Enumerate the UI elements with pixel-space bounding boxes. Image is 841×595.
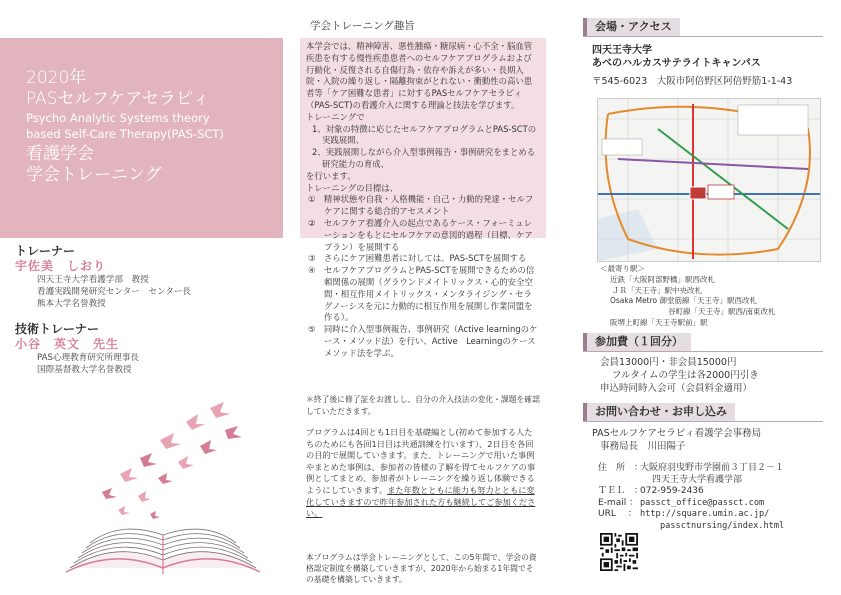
tel-row xyxy=(598,486,838,498)
trainer-name: 宇佐美 しおり xyxy=(15,259,107,273)
nearest-stations xyxy=(600,264,832,329)
objective-5: ⑤ 同時に介入型事例報告、事例研究（Active learningのケース・メソッド法）を行い、Active Learningのケースメソッド法を学ぶ。 xyxy=(308,324,538,358)
closing-text: 本プログラムは学会トレーニングとして、この5年間で、学会の資格認定制度を構築していきますが、2020年から始まる1年間でその基礎を構築していきます。 xyxy=(306,553,537,584)
fee-details xyxy=(600,356,825,395)
title-en-line2: based Self-Care Therapy(PAS-SCT) xyxy=(26,127,224,141)
title-main: PASセルフケアセラピィ xyxy=(26,89,210,109)
fee-header: 参加費（１回分） xyxy=(583,333,691,351)
address-row xyxy=(598,463,838,475)
book-birds-illustration xyxy=(60,400,270,585)
station-1: 近鉄「大阪阿部野橋」駅西改札 xyxy=(610,274,715,284)
email-link[interactable]: passct_office@passct.com xyxy=(640,497,765,508)
trainer-affiliation-2: 看護実践開発研究センター センター長 xyxy=(37,287,192,297)
nearest-label: ＜最寄り駅＞ xyxy=(600,264,645,273)
contact-org xyxy=(592,427,832,453)
purpose-title: 学会トレーニング趣旨 xyxy=(310,20,415,32)
training-label: トレーニングで xyxy=(306,111,365,122)
objective-4: ④ セルフケアプログラムとPAS-SCTを展開できるための信頼関係の展開（グラウンドメイトリックス・心的安全空間・相互作用メイトリックス・メンタライジング・セラグノーシスを元に力動的に相互作用を展開し作業同盟を作る）。 xyxy=(308,265,535,323)
objective-3: ③ さらにケア困難患者に対しては、PAS-SCTを展開する xyxy=(308,253,527,264)
address-line-1: 大阪府羽曳野市学園前３丁目２－１ xyxy=(640,463,785,473)
contact-details xyxy=(598,463,838,532)
email-row xyxy=(598,498,838,510)
url-link-1[interactable]: http://square.umin.ac.jp/ xyxy=(640,509,770,519)
fee-line-3: 申込時同時入会可（会員料金適用） xyxy=(600,383,753,394)
url-row xyxy=(598,509,838,521)
program-text: プログラムは4回とも1日目を基礎編とし(初めて参加する人たちのためにも各回1日目は共通訓練を行います）、2日目を各回の目的で展開していきます。また、トレーニングで用いた事例やまとめた事例は、参加者の皆様の了解を得てセルフケアの事例としてまとめ、参加者がトレーニングを繰り返し体験できるようにしていきます。 xyxy=(306,427,536,495)
title-year: 2020年 xyxy=(26,68,87,88)
tel-value: 072-959-2436 xyxy=(640,486,704,496)
address-line-2: 四天王寺大学看護学部 xyxy=(652,474,743,485)
venue-line-2: あべのハルカスサテライトキャンパス xyxy=(592,58,761,69)
email-label: E-mail ： xyxy=(598,497,639,508)
title-conference: 看護学会 xyxy=(26,144,94,164)
open-book-icon xyxy=(66,529,260,574)
url-link-2[interactable]: passctnursing/index.html xyxy=(660,520,785,531)
contact-divider xyxy=(583,421,823,422)
org-name: PASセルフケアセラピィ看護学会事務局 xyxy=(592,428,762,439)
purpose-body xyxy=(306,41,540,360)
goal-2: 2、実践展開しながら介入型事例報告・事例研究をまとめる研究能力の育成、 xyxy=(312,147,536,169)
contact-header: お問い合わせ・お申し込み xyxy=(583,403,735,421)
title-training: 学会トレーニング xyxy=(26,165,162,185)
station-2: ＪＲ「天王寺」駅中央改札 xyxy=(612,285,702,295)
fee-line-2: フルタイムの学生は各2000円引き xyxy=(612,370,759,381)
tech-trainer-label: 技術トレーナー xyxy=(15,322,100,336)
trainers-section xyxy=(15,244,285,376)
program-description xyxy=(306,427,540,520)
office-head: 事務局長 川田陽子 xyxy=(600,441,686,452)
birds-icon xyxy=(102,402,242,519)
objective-2: ② セルフケア看護介入の起点であるケース・フォーミュレーションをもとにセルフケアの意図的過程（目標、ケアプラン）を展開する xyxy=(308,217,533,252)
station-3: Osaka Metro 御堂筋線「天王寺」駅西改札 xyxy=(610,296,758,306)
goal-1: 1、対象の特徴に応じたセルフケアプログラムとPAS-SCTの実践展開、 xyxy=(312,123,537,146)
tech-trainer-name: 小谷 英文 先生 xyxy=(15,337,120,351)
title-en-line1: Psycho Analytic Systems theory xyxy=(26,111,210,125)
fee-divider xyxy=(583,351,823,352)
tech-trainer-affiliation-1: PAS心理教育研究所理事長 xyxy=(37,353,139,363)
access-header: 会場・アクセス xyxy=(583,18,680,36)
fee-line-1: 会員13000円・非会員15000円 xyxy=(600,357,737,368)
venue-address: 〒545-6023 大阪市阿倍野区阿倍野筋1-1-43 xyxy=(592,76,793,87)
completion-note: ＊終了後に修了証をお渡しし、自分の介入技法の変化・課題を確認していただきます。 xyxy=(306,395,540,416)
title-block xyxy=(26,68,286,186)
tech-trainer-affiliation-2: 国際基督教大学名誉教授 xyxy=(37,365,132,375)
trainer-label: トレーナー xyxy=(15,244,76,258)
station-4: 谷町線「天王寺」駅西/南東改札 xyxy=(668,307,776,317)
access-map xyxy=(597,98,821,262)
trainer-affiliation-3: 熊本大学名誉教授 xyxy=(37,299,106,309)
address-row-2 xyxy=(598,475,838,487)
map-icon xyxy=(598,99,820,261)
program-underlined-text: また年数とともに能力も努力とともに変化していきますので昨年参加された方も継続してご参加ください。 xyxy=(306,484,536,519)
goals-post: を行います。 xyxy=(306,170,356,181)
trainer-affiliation-1: 四天王寺大学看護学部 教授 xyxy=(37,275,149,285)
purpose-intro: 本学会では、精神障害、悪性腫瘍・糖尿病・心不全・脳血管疾患を有する慢性疾患患者へのセルフケアプログラムおよび行動化・反復される自傷行為・依存や訴えが多い・長期入院・入院の繰り返し・隔離拘束がとれない・衝動性の高い患者等「ケア困難な患者」に対するPASセルフケアセラピィ（PAS-SCT)の看護介入に関する理論と技法を学びます。 xyxy=(306,41,533,110)
access-divider xyxy=(583,36,823,37)
objectives-label: トレーニングの目標は、 xyxy=(306,182,398,193)
venue-line-1: 四天王寺大学 xyxy=(592,45,652,56)
qr-code-icon[interactable] xyxy=(600,533,638,571)
address-label: 住 所 ： xyxy=(598,463,644,473)
url-row-2 xyxy=(598,521,838,533)
tel-label: ＴＥＬ ： xyxy=(598,486,644,496)
objective-1: ① 精神状態や自我・人格機能・自己・力動的発達・セルフケアに関する総合的アセスメント xyxy=(308,194,534,217)
venue-name xyxy=(592,44,832,70)
url-label: URL ： xyxy=(598,509,637,519)
station-5: 阪堺上町線「天王寺駅前」駅 xyxy=(610,317,708,327)
